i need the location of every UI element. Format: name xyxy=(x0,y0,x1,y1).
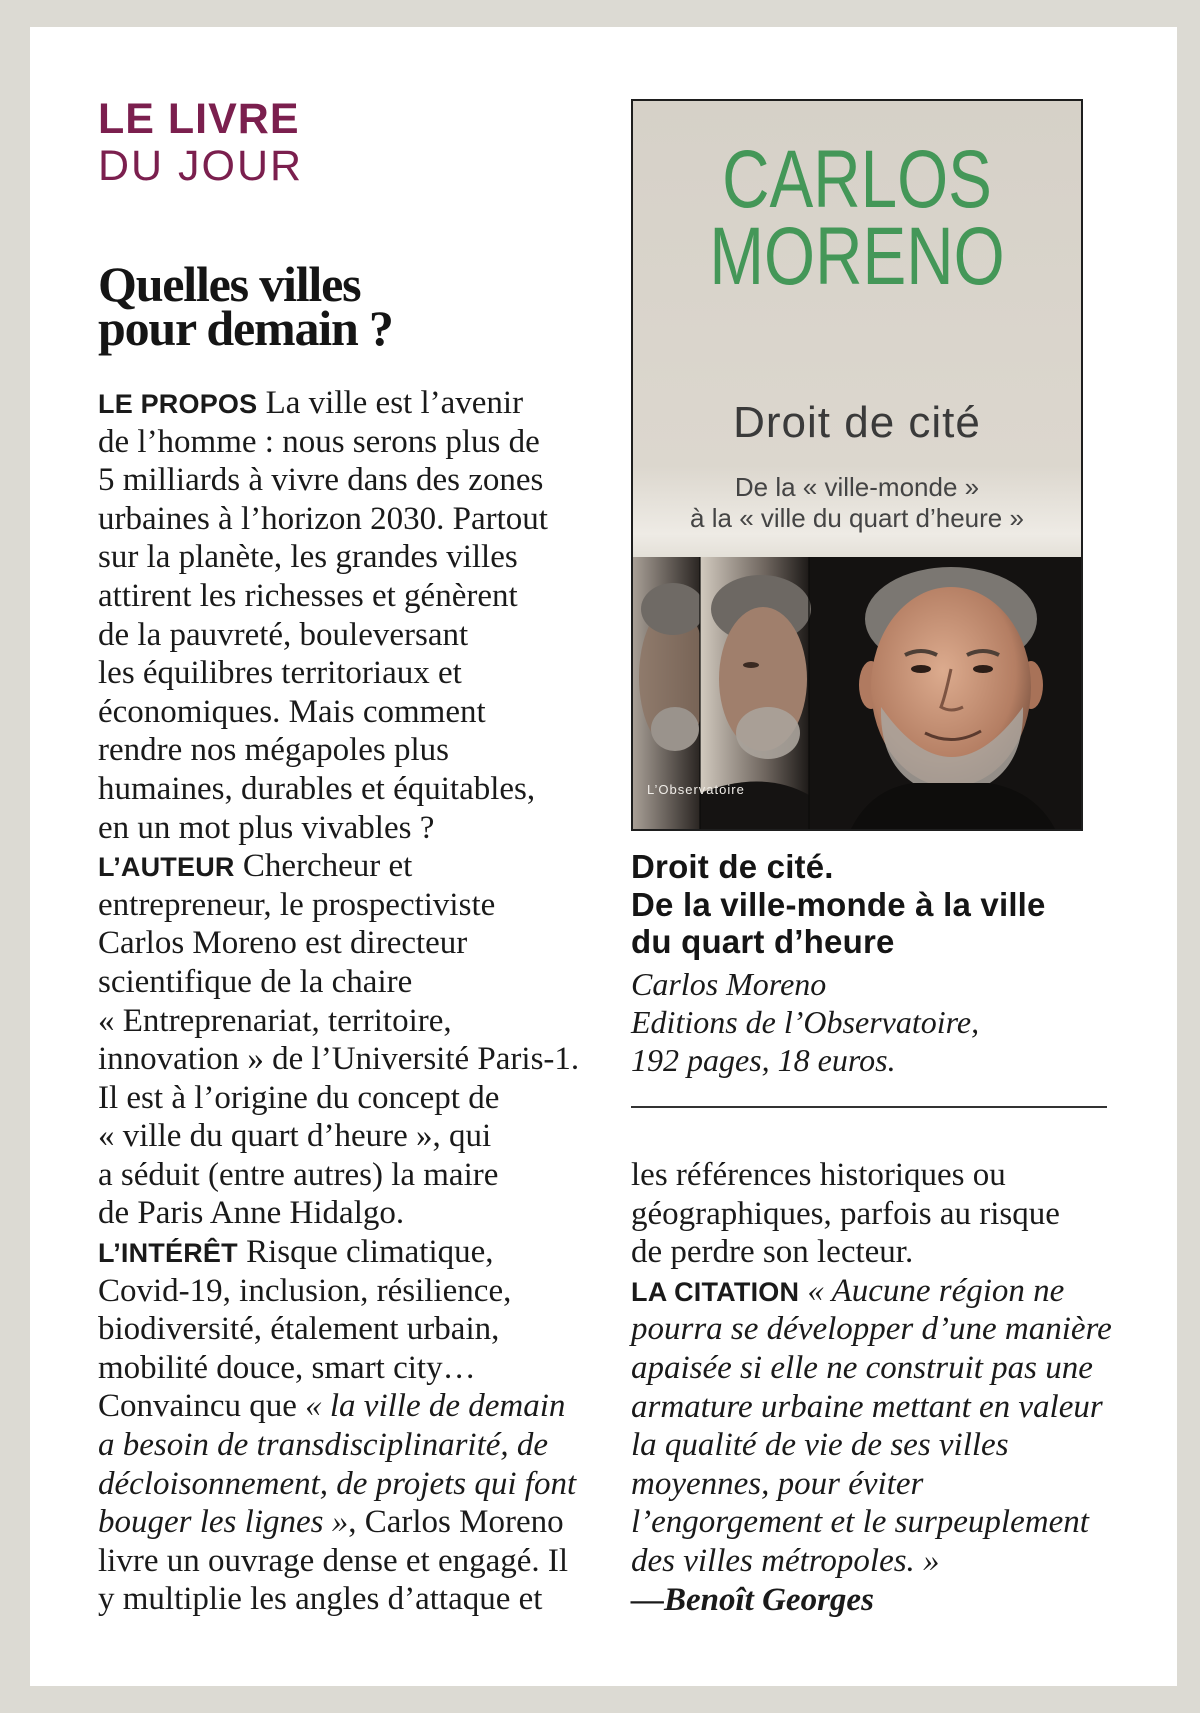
article-line xyxy=(98,924,579,963)
article-line xyxy=(98,1233,579,1272)
caption-title-line-3: du quart d’heure xyxy=(631,923,895,960)
text-run: urbaines à l’horizon 2030. Partout xyxy=(98,500,548,537)
headline-line-1: Quelles villes xyxy=(98,256,361,312)
text-run: , Carlos Moreno xyxy=(348,1504,564,1541)
text-run: Convaincu que xyxy=(98,1388,306,1425)
text-run: Carlos Moreno est directeur xyxy=(98,925,468,962)
text-run: de la pauvreté, bouleversant xyxy=(98,616,469,653)
text-run: a séduit (entre autres) la maire xyxy=(98,1156,499,1193)
text-run: Risque climatique, xyxy=(237,1234,494,1271)
publisher-logo: L’Observatoire xyxy=(647,782,745,797)
italic-text-run: moyennes, pour éviter xyxy=(631,1465,924,1502)
caption-title-line-1: Droit de cité. xyxy=(631,848,834,885)
text-run: « ville du quart d’heure », qui xyxy=(98,1118,492,1155)
italic-text-run: l’engorgement et le surpeuplement xyxy=(631,1504,1089,1541)
article-line xyxy=(98,1310,579,1349)
caption-author: Carlos Moreno xyxy=(631,966,827,1002)
text-run: de perdre son lecteur. xyxy=(631,1234,914,1271)
article-line xyxy=(98,1349,579,1388)
bold-italic-text-run: —Benoît Georges xyxy=(631,1581,874,1618)
text-run: économiques. Mais comment xyxy=(98,693,486,730)
article-line xyxy=(98,1426,579,1465)
article-line xyxy=(631,1503,1112,1542)
article-line xyxy=(98,1387,579,1426)
text-run: attirent les richesses et génèrent xyxy=(98,577,518,614)
text-run: Il est à l’origine du concept de xyxy=(98,1079,500,1116)
book-caption-title xyxy=(631,848,1046,961)
italic-text-run: des villes métropoles. » xyxy=(631,1542,940,1579)
headline-line-2: pour demain ? xyxy=(98,300,393,356)
caption-title-line-2: De la ville-monde à la ville xyxy=(631,885,1046,923)
article-line xyxy=(98,1580,579,1619)
cover-title: Droit de cité xyxy=(733,398,981,447)
article-line xyxy=(631,1195,1112,1234)
text-run: 5 milliards à vivre dans des zones xyxy=(98,462,544,499)
italic-text-run: « Aucune région ne xyxy=(799,1272,1065,1309)
section-label: L’INTÉRÊT xyxy=(98,1238,238,1269)
text-run: rendre nos mégapoles plus xyxy=(98,732,449,769)
article-line xyxy=(98,384,579,423)
article-line xyxy=(98,1542,579,1581)
book-caption-details xyxy=(631,965,979,1079)
italic-text-run: « la ville de demain xyxy=(305,1388,566,1425)
section-kicker xyxy=(98,96,303,190)
italic-text-run: armature urbaine mettant en valeur xyxy=(631,1388,1103,1425)
article-line xyxy=(98,654,579,693)
italic-text-run: a besoin de transdisciplinarité, de xyxy=(98,1427,549,1464)
article-line xyxy=(98,809,579,848)
italic-text-run: pourra se développer d’une manière xyxy=(631,1311,1112,1348)
text-run: innovation » de l’Université Paris-1. xyxy=(98,1041,580,1078)
article-line xyxy=(98,963,579,1002)
article-line xyxy=(98,1079,579,1118)
article-line xyxy=(631,1542,1112,1581)
text-run: les références historiques ou xyxy=(631,1157,1006,1193)
section-label: LE PROPOS xyxy=(98,389,258,419)
text-run: y multiplie les angles d’attaque et xyxy=(98,1581,543,1618)
article-line xyxy=(98,1465,579,1504)
kicker-line-1: LE LIVRE xyxy=(98,95,300,143)
italic-text-run: la qualité de vie de ses villes xyxy=(631,1427,1009,1464)
text-run: « Entreprenariat, territoire, xyxy=(98,1002,452,1039)
article-line xyxy=(98,577,579,616)
article-line xyxy=(98,693,579,732)
section-label: L’AUTEUR xyxy=(98,852,235,883)
text-run: de Paris Anne Hidalgo. xyxy=(98,1195,405,1232)
text-run: Chercheur et xyxy=(234,848,413,885)
cover-author-first-name: CARLOS xyxy=(722,134,992,225)
article-line xyxy=(98,770,579,809)
italic-text-run: apaisée si elle ne construit pas une xyxy=(631,1349,1093,1386)
article-line xyxy=(631,1388,1112,1427)
article-left-column xyxy=(98,384,579,1619)
article-line xyxy=(98,847,579,886)
cover-subtitle-line-1: De la « ville-monde » xyxy=(734,472,980,502)
text-run: livre un ouvrage dense et engagé. Il xyxy=(98,1542,569,1579)
article-line xyxy=(98,1503,579,1542)
article-line xyxy=(98,1272,579,1311)
article-line xyxy=(631,1581,1112,1620)
article-line xyxy=(98,461,579,500)
article-line xyxy=(98,886,579,925)
article-line xyxy=(631,1156,1112,1195)
caption-publisher: Editions de l’Observatoire, xyxy=(631,1004,980,1040)
article-line xyxy=(98,616,579,655)
article-line xyxy=(631,1465,1112,1504)
article-right-column xyxy=(631,1156,1112,1619)
article-line xyxy=(631,1272,1112,1311)
text-run: géographiques, parfois au risque xyxy=(631,1195,1060,1232)
section-label: LA CITATION xyxy=(631,1276,800,1307)
article-line xyxy=(98,1117,579,1156)
text-run: La ville est l’avenir xyxy=(257,385,524,421)
article-line xyxy=(98,731,579,770)
text-run: de l’homme : nous serons plus de xyxy=(98,423,540,460)
article-line xyxy=(631,1349,1112,1388)
article-line xyxy=(631,1426,1112,1465)
text-run: mobilité douce, smart city… xyxy=(98,1349,476,1386)
article-line xyxy=(98,423,579,462)
text-run: biodiversité, étalement urbain, xyxy=(98,1311,500,1348)
article-line xyxy=(631,1233,1112,1272)
caption-divider xyxy=(631,1106,1107,1108)
caption-details: 192 pages, 18 euros. xyxy=(631,1042,896,1078)
text-run: Covid-19, inclusion, résilience, xyxy=(98,1272,512,1309)
article-line xyxy=(98,1002,579,1041)
italic-text-run: bouger les lignes » xyxy=(98,1504,349,1541)
text-run: scientifique de la chaire xyxy=(98,963,413,1000)
cover-subtitle-line-2: à la « ville du quart d’heure » xyxy=(690,503,1024,533)
text-run: les équilibres territoriaux et xyxy=(98,655,462,692)
article-line xyxy=(98,500,579,539)
article-line xyxy=(98,1156,579,1195)
text-run: sur la planète, les grandes villes xyxy=(98,539,518,576)
article-line xyxy=(98,1040,579,1079)
book-cover xyxy=(631,99,1083,831)
article-line xyxy=(98,538,579,577)
kicker-line-2: DU JOUR xyxy=(98,142,304,190)
text-run: entrepreneur, le prospectiviste xyxy=(98,886,496,923)
article-line xyxy=(631,1310,1112,1349)
text-run: en un mot plus vivables ? xyxy=(98,809,435,846)
cover-author-last-name: MORENO xyxy=(709,211,1005,302)
headline xyxy=(98,256,393,356)
article-line xyxy=(98,1194,579,1233)
text-run: humaines, durables et équitables, xyxy=(98,770,536,807)
italic-text-run: décloisonnement, de projets qui font xyxy=(98,1465,577,1502)
